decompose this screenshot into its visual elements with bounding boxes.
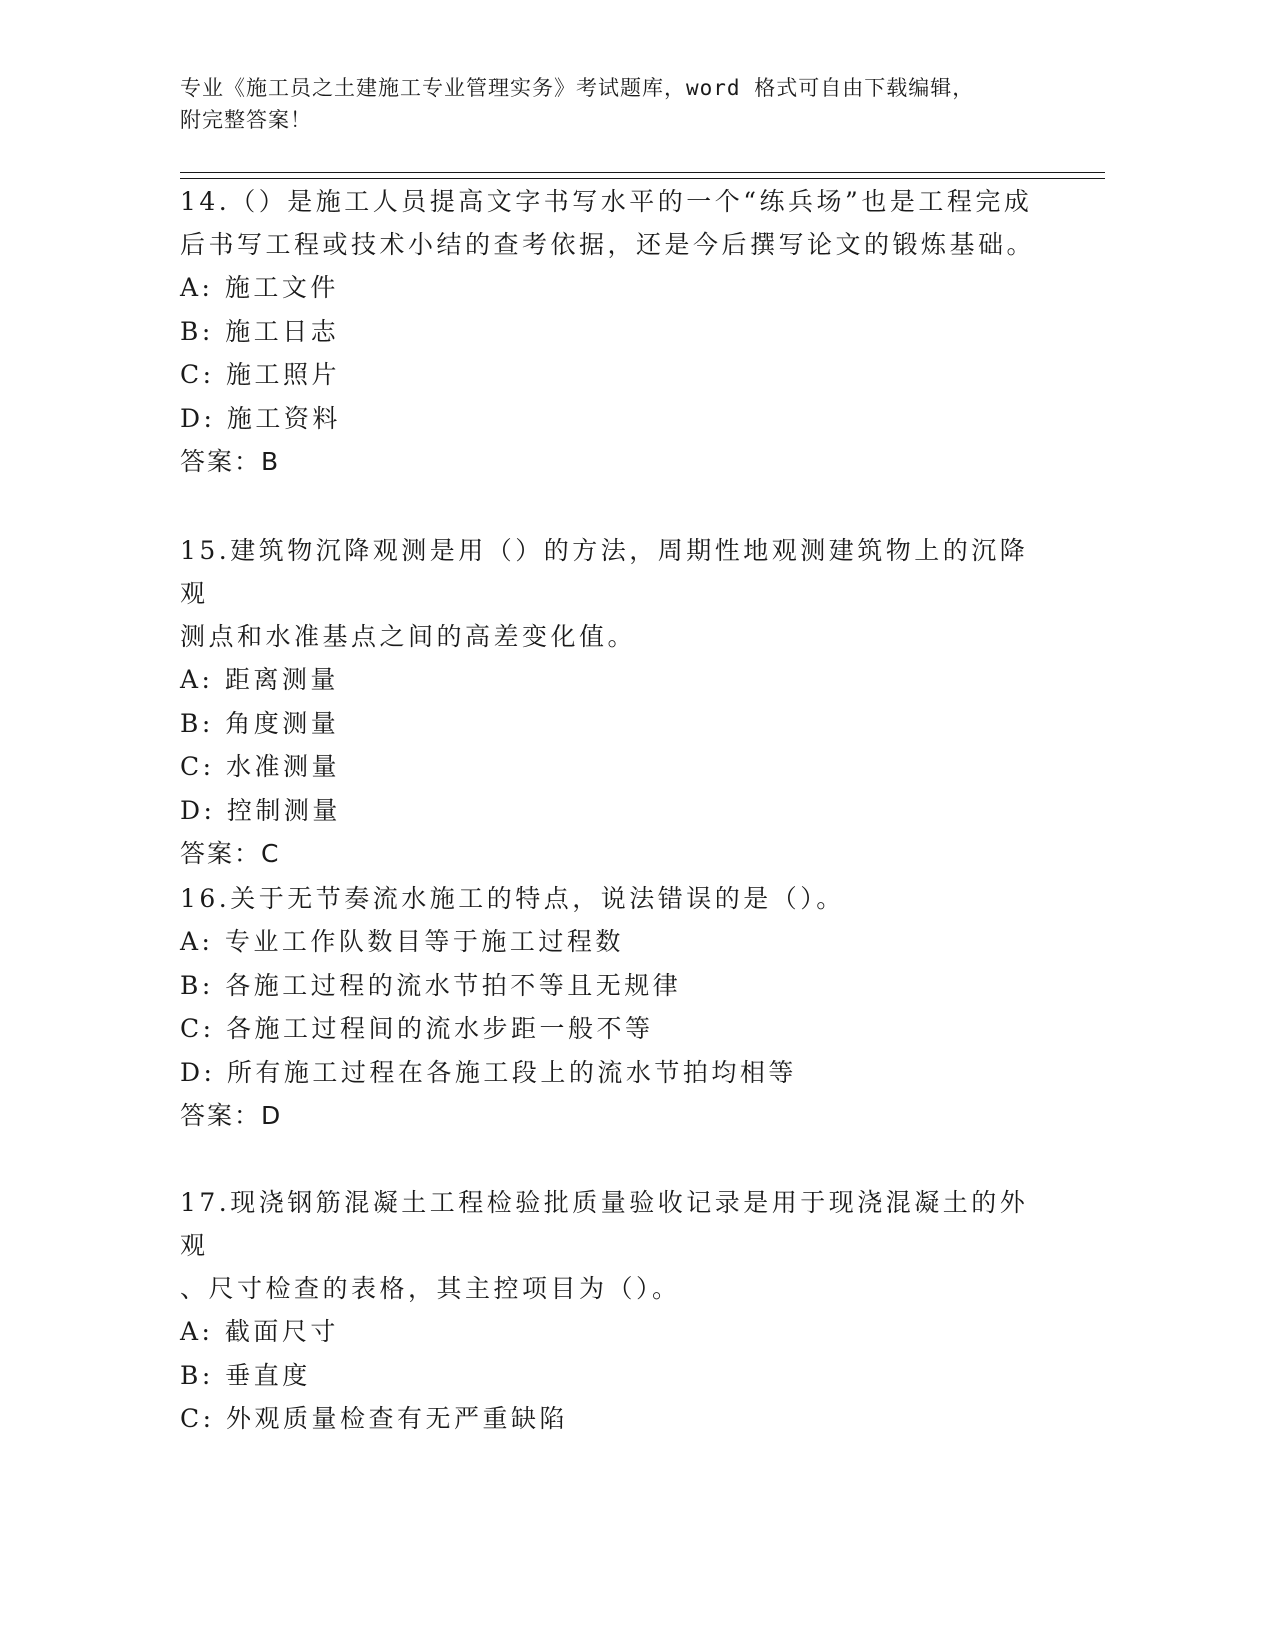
question-stem-line: 测点和水准基点之间的高差变化值。: [180, 622, 637, 651]
question-stem: [180, 877, 1040, 920]
header-line-1: 专业《施工员之土建施工专业管理实务》考试题库，word 格式可自由下载编辑，: [180, 76, 975, 100]
question-17: [180, 1181, 1040, 1441]
option-c: C: 各施工过程间的流水步距一般不等: [180, 1014, 654, 1043]
question-stem: [180, 529, 1040, 658]
question-14: [180, 180, 1040, 483]
option-d: D: 施工资料: [180, 403, 341, 433]
header-line-2: 附完整答案！: [180, 108, 312, 132]
option-d: D: 控制测量: [180, 795, 341, 825]
answer: 答案：D: [180, 1101, 283, 1130]
option-b: B: 施工日志: [180, 316, 340, 346]
question-stem-line: 17.现浇钢筋混凝土工程检验批质量验收记录是用于现浇混凝土的外观: [180, 1188, 1029, 1260]
option-d: D: 所有施工过程在各施工段上的流水节拍均相等: [180, 1057, 797, 1087]
header-divider-top: [180, 172, 1105, 173]
question-15: [180, 529, 1040, 875]
question-stem: [180, 180, 1040, 266]
option-c: C: 外观质量检查有无严重缺陷: [180, 1404, 568, 1433]
option-a: A: 专业工作队数目等于施工过程数: [180, 927, 624, 956]
option-b: B: 垂直度: [180, 1360, 311, 1390]
question-stem-line: 15.建筑物沉降观测是用（）的方法，周期性地观测建筑物上的沉降观: [180, 536, 1029, 608]
option-b: B: 各施工过程的流水节拍不等且无规律: [180, 970, 682, 1000]
option-c: C: 水准测量: [180, 752, 340, 781]
answer: 答案：B: [180, 447, 281, 476]
option-b: B: 角度测量: [180, 708, 340, 738]
question-stem-line: 14.（）是施工人员提高文字书写水平的一个“练兵场”也是工程完成: [180, 187, 1033, 216]
question-stem: [180, 1181, 1040, 1310]
option-a: A: 截面尺寸: [180, 1317, 339, 1346]
option-a: A: 施工文件: [180, 273, 339, 302]
option-c: C: 施工照片: [180, 360, 340, 389]
document-header: [180, 72, 1060, 136]
question-stem-line: 、尺寸检查的表格，其主控项目为（）。: [180, 1274, 681, 1303]
answer: 答案：C: [180, 839, 281, 868]
question-16: [180, 877, 1040, 1137]
option-a: A: 距离测量: [180, 665, 339, 694]
header-divider-bottom: [180, 178, 1105, 179]
question-stem-line: 16.关于无节奏流水施工的特点，说法错误的是（）。: [180, 884, 845, 913]
question-stem-line: 后书写工程或技术小结的查考依据，还是今后撰写论文的锻炼基础。: [180, 230, 1036, 259]
